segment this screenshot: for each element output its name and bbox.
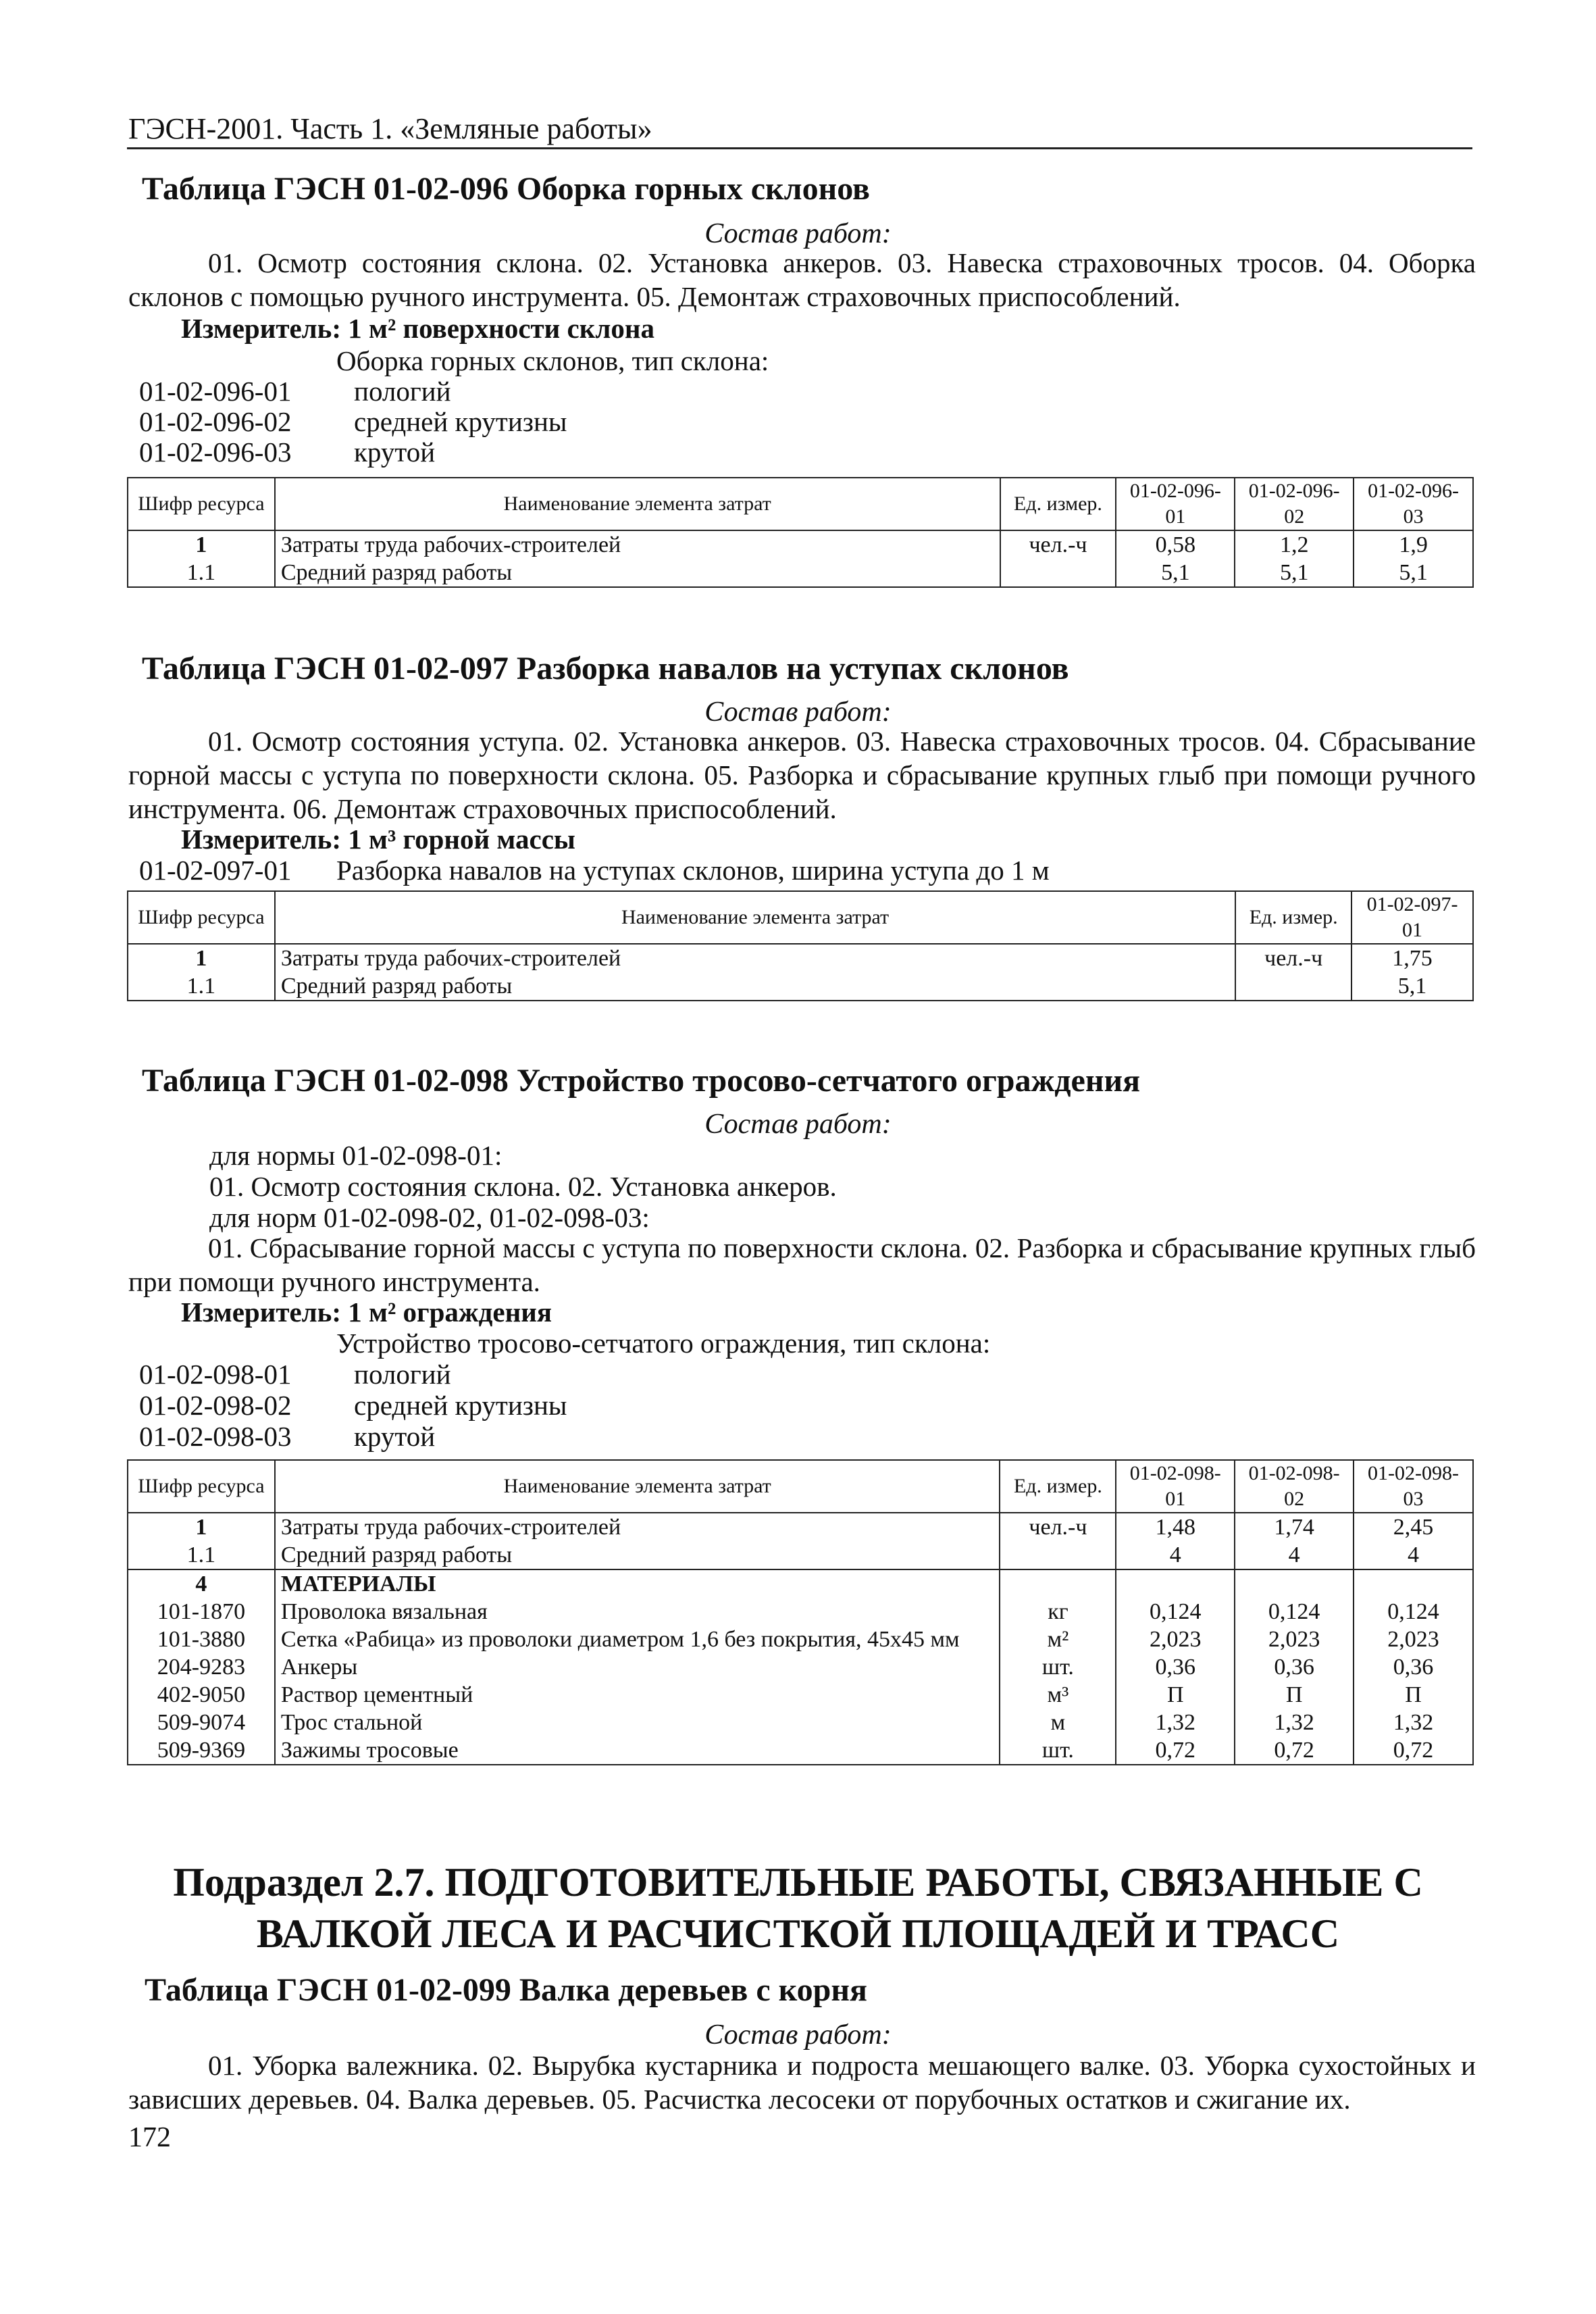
table-row (128, 530, 1473, 559)
row-unit: шт. (1000, 1736, 1116, 1765)
table-row (128, 1709, 1473, 1736)
table-096-item-code: 01-02-096-03 (139, 436, 292, 468)
row-name: Средний разряд работы (275, 559, 1000, 587)
row-value: 0,72 (1116, 1736, 1235, 1765)
header-norm-col: 01-02-098-03 (1354, 1460, 1473, 1513)
row-name: Затраты труда рабочих-строителей (275, 1513, 1000, 1541)
table-096-works-text: 01. Осмотр состояния склона. 02. Установка анкеров. 03. Навеска страховочных тросов. 04. Оборка склонов с помощью ручного инструмента. 05. Демонтаж страховочных приспособлений. (128, 247, 1476, 312)
row-value (1354, 1569, 1473, 1598)
table-098-intro: Устройство тросово-сетчатого ограждения, тип склона: (336, 1328, 991, 1359)
row-value: 2,023 (1116, 1626, 1235, 1653)
row-name: Раствор цементный (275, 1681, 1000, 1709)
row-value: 1,48 (1116, 1513, 1235, 1541)
row-value: 5,1 (1116, 559, 1235, 587)
table-header-row (128, 1460, 1473, 1513)
header-name: Наименование элемента затрат (275, 478, 1000, 530)
table-section-row (128, 1569, 1473, 1598)
table-098-item-code: 01-02-098-01 (139, 1359, 292, 1390)
row-unit (1000, 559, 1116, 587)
row-value: 2,023 (1235, 1626, 1354, 1653)
table-097-item-name: Разборка навалов на уступах склонов, ширина уступа до 1 м (336, 855, 1050, 886)
row-value: П (1116, 1681, 1235, 1709)
row-value: 0,36 (1235, 1653, 1354, 1681)
table-098-works2-text: 01. Сбрасывание горной массы с уступа по поверхности склона. 02. Разборка и сбрасывание крупных глыб при помощи ручного инструмента. (128, 1232, 1476, 1297)
row-unit: м (1000, 1709, 1116, 1736)
row-value: 1,75 (1352, 944, 1473, 972)
table-row (128, 944, 1473, 972)
table-098-works2 (128, 1231, 1476, 1299)
table-096-item-name: пологий (354, 376, 451, 407)
row-value: 1,32 (1116, 1709, 1235, 1736)
table-097-works-text: 01. Осмотр состояния уступа. 02. Установка анкеров. 03. Навеска страховочных тросов. 04. Сбрасывание горной массы с уступа по поверхности склона. 05. Разборка и сбрасывание крупных глыб при помощи ручного инструмента. 06. Демонтаж страховочных приспособлений. (128, 726, 1476, 824)
subsection-line1: Подраздел 2.7. ПОДГОТОВИТЕЛЬНЫЕ РАБОТЫ, СВЯЗАННЫЕ С (173, 1860, 1423, 1905)
table-099-works-text: 01. Уборка валежника. 02. Вырубка кустарника и подроста мешающего валке. 03. Уборка сухостойных и зависших деревьев. 04. Валка деревьев. 05. Расчистка лесосеки от порубочных остатков и сжигание их. (128, 2050, 1476, 2115)
header-shifr: Шифр ресурса (128, 478, 275, 530)
page-number: 172 (128, 2122, 171, 2153)
table-096-item-name: крутой (354, 436, 436, 468)
row-value: 0,36 (1116, 1653, 1235, 1681)
row-value (1235, 1569, 1354, 1598)
table-096-sostav: Состав работ: (704, 218, 892, 249)
table-096-title: Таблица ГЭСН 01-02-096 Оборка горных склонов (142, 171, 870, 207)
table-097-grid (127, 890, 1474, 1001)
materials-label: МАТЕРИАЛЫ (275, 1569, 1000, 1598)
table-096-grid (127, 477, 1474, 588)
row-unit (1000, 1569, 1116, 1598)
row-name: Зажимы тросовые (275, 1736, 1000, 1765)
table-099-sostav: Состав работ: (704, 2019, 892, 2051)
row-code: 101-1870 (128, 1598, 275, 1626)
row-code: 101-3880 (128, 1626, 275, 1653)
table-098-for2: для норм 01-02-098-02, 01-02-098-03: (209, 1202, 650, 1233)
table-096-item-code: 01-02-096-01 (139, 376, 292, 407)
header-norm-col: 01-02-097-01 (1352, 891, 1473, 944)
row-code: 509-9369 (128, 1736, 275, 1765)
header-norm-col: 01-02-096-01 (1116, 478, 1235, 530)
table-098-item-name: средней крутизны (354, 1390, 567, 1421)
row-value: 1,32 (1235, 1709, 1354, 1736)
running-head: ГЭСН-2001. Часть 1. «Земляные работы» (128, 112, 652, 145)
row-unit (1000, 1541, 1116, 1569)
row-value: 0,36 (1354, 1653, 1473, 1681)
header-norm-col: 01-02-098-02 (1235, 1460, 1354, 1513)
header-shifr: Шифр ресурса (128, 891, 275, 944)
row-value: 2,45 (1354, 1513, 1473, 1541)
header-unit: Ед. измер. (1000, 1460, 1116, 1513)
row-value: 1,32 (1354, 1709, 1473, 1736)
table-row (128, 559, 1473, 587)
row-value: П (1354, 1681, 1473, 1709)
row-code: 1.1 (128, 559, 275, 587)
row-name: Средний разряд работы (275, 972, 1235, 1001)
table-098-for1: для нормы 01-02-098-01: (209, 1140, 503, 1171)
table-098-item-name: крутой (354, 1421, 436, 1452)
table-098-item-code: 01-02-098-03 (139, 1421, 292, 1452)
row-code: 1.1 (128, 1541, 275, 1569)
row-value: 0,124 (1235, 1598, 1354, 1626)
table-098-sostav: Состав работ: (704, 1109, 892, 1140)
table-097-sostav: Состав работ: (704, 697, 892, 728)
row-code: 402-9050 (128, 1681, 275, 1709)
row-code: 4 (128, 1569, 275, 1598)
table-098-item-code: 01-02-098-02 (139, 1390, 292, 1421)
row-unit: чел.-ч (1235, 944, 1352, 972)
header-norm-col: 01-02-096-03 (1354, 478, 1473, 530)
table-097-works (128, 724, 1476, 826)
row-value: 1,2 (1235, 530, 1354, 559)
row-value (1116, 1569, 1235, 1598)
header-name: Наименование элемента затрат (275, 1460, 1000, 1513)
table-096-measure: Измеритель: 1 м² поверхности склона (181, 313, 655, 344)
table-096-item-code: 01-02-096-02 (139, 406, 292, 437)
row-code: 204-9283 (128, 1653, 275, 1681)
row-code: 1 (128, 1513, 275, 1541)
header-norm-col: 01-02-098-01 (1116, 1460, 1235, 1513)
row-value: 2,023 (1354, 1626, 1473, 1653)
row-value: 5,1 (1354, 559, 1473, 587)
header-norm-col: 01-02-096-02 (1235, 478, 1354, 530)
row-unit: м² (1000, 1626, 1116, 1653)
row-value: П (1235, 1681, 1354, 1709)
table-header-row (128, 891, 1473, 944)
row-value: 4 (1354, 1541, 1473, 1569)
row-name: Анкеры (275, 1653, 1000, 1681)
row-value: 0,72 (1354, 1736, 1473, 1765)
row-unit: кг (1000, 1598, 1116, 1626)
row-code: 1.1 (128, 972, 275, 1001)
table-row (128, 1653, 1473, 1681)
header-unit: Ед. измер. (1000, 478, 1116, 530)
table-row (128, 1626, 1473, 1653)
row-unit (1235, 972, 1352, 1001)
table-row (128, 1681, 1473, 1709)
table-096-works (128, 246, 1476, 313)
row-name: Сетка «Рабица» из проволоки диаметром 1,6 без покрытия, 45х45 мм (275, 1626, 1000, 1653)
row-unit: чел.-ч (1000, 1513, 1116, 1541)
row-name: Средний разряд работы (275, 1541, 1000, 1569)
header-shifr: Шифр ресурса (128, 1460, 275, 1513)
row-unit: чел.-ч (1000, 530, 1116, 559)
row-value: 1,74 (1235, 1513, 1354, 1541)
row-value: 5,1 (1235, 559, 1354, 587)
row-name: Проволока вязальная (275, 1598, 1000, 1626)
row-code: 509-9074 (128, 1709, 275, 1736)
row-value: 0,58 (1116, 530, 1235, 559)
header-name: Наименование элемента затрат (275, 891, 1235, 944)
table-header-row (128, 478, 1473, 530)
row-name: Трос стальной (275, 1709, 1000, 1736)
table-row (128, 1541, 1473, 1569)
row-unit: м³ (1000, 1681, 1116, 1709)
row-value: 1,9 (1354, 530, 1473, 559)
table-097-title: Таблица ГЭСН 01-02-097 Разборка навалов на уступах склонов (142, 651, 1069, 686)
table-row (128, 1736, 1473, 1765)
table-098-title: Таблица ГЭСН 01-02-098 Устройство тросово-сетчатого ограждения (142, 1063, 1141, 1099)
row-code: 1 (128, 944, 275, 972)
table-096-item-name: средней крутизны (354, 406, 567, 437)
table-row (128, 1513, 1473, 1541)
header-rule (127, 147, 1472, 149)
row-value: 0,124 (1116, 1598, 1235, 1626)
row-code: 1 (128, 530, 275, 559)
row-value: 4 (1235, 1541, 1354, 1569)
subsection-line2: ВАЛКОЙ ЛЕСА И РАСЧИСТКОЙ ПЛОЩАДЕЙ И ТРАСС (256, 1911, 1340, 1956)
row-name: Затраты труда рабочих-строителей (275, 530, 1000, 559)
table-099-works (128, 2048, 1476, 2116)
table-098-grid (127, 1459, 1474, 1765)
row-value: 5,1 (1352, 972, 1473, 1001)
table-row (128, 1598, 1473, 1626)
table-096-intro: Оборка горных склонов, тип склона: (336, 345, 769, 376)
row-value: 0,124 (1354, 1598, 1473, 1626)
table-098-works1: 01. Осмотр состояния склона. 02. Установка анкеров. (209, 1171, 837, 1202)
table-row (128, 972, 1473, 1001)
table-097-item-code: 01-02-097-01 (139, 855, 292, 886)
header-unit: Ед. измер. (1235, 891, 1352, 944)
table-099-title: Таблица ГЭСН 01-02-099 Валка деревьев с корня (145, 1972, 867, 2008)
row-value: 0,72 (1235, 1736, 1354, 1765)
table-098-item-name: пологий (354, 1359, 451, 1390)
row-name: Затраты труда рабочих-строителей (275, 944, 1235, 972)
table-097-measure: Измеритель: 1 м³ горной массы (181, 824, 575, 855)
table-098-measure: Измеритель: 1 м² ограждения (181, 1297, 552, 1328)
subsection-heading (0, 1857, 1596, 1959)
row-unit: шт. (1000, 1653, 1116, 1681)
row-value: 4 (1116, 1541, 1235, 1569)
